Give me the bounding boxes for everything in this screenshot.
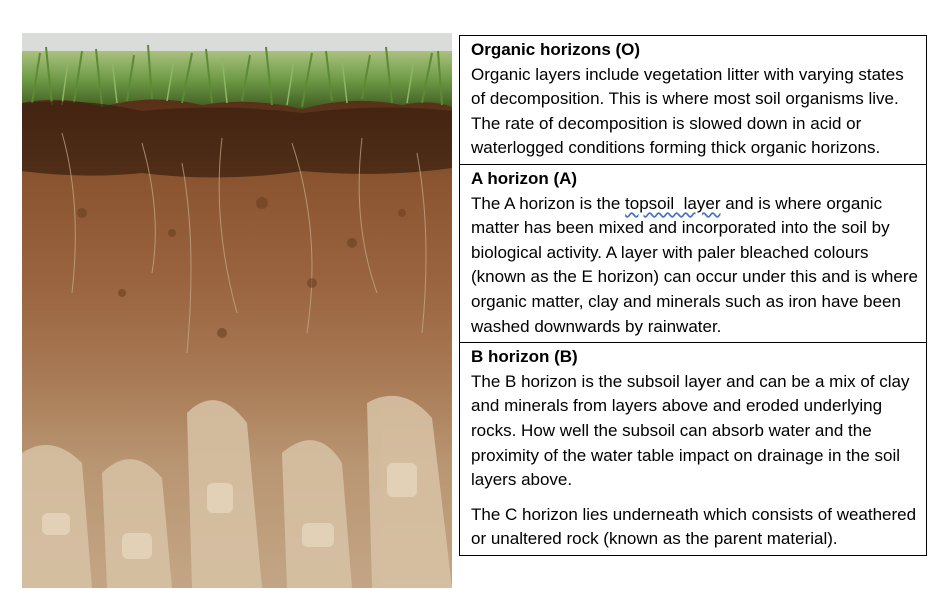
horizon-a-text-end: and is where organic matter has been mixed and incorporated into the soil by biological activity. A layer with paler bleached colours (known as the E horizon) can occur under this and is where organic matter, clay and minerals such as iron have been washed downwards by rainwater. bbox=[471, 193, 918, 336]
horizon-a-cell bbox=[460, 165, 926, 343]
soil-profile-illustration bbox=[22, 33, 452, 588]
horizon-o-description: Organic layers include vegetation litter with varying states of decomposition. This is where most soil organisms live. The rate of decomposition is slowed down in acid or waterlogged conditions forming thick organic horizons. bbox=[471, 64, 904, 158]
soil-horizons-table bbox=[459, 35, 927, 556]
horizon-b-heading: B horizon (B) bbox=[471, 347, 578, 367]
horizon-a-heading: A horizon (A) bbox=[471, 168, 578, 188]
horizon-o-heading: Organic horizons (O) bbox=[471, 40, 641, 59]
horizon-a-text-start: The A horizon is the bbox=[471, 193, 626, 213]
soil-profile-image bbox=[22, 33, 452, 588]
horizon-o-cell bbox=[460, 36, 926, 165]
horizon-b-description: The B horizon is the subsoil layer and can be a mix of clay and minerals from layers above and eroded underlying rocks. How well the subsoil can absorb water and the proximity of the water table impact on drainage in the soil layers above. bbox=[471, 371, 910, 490]
horizon-c-description: The C horizon lies underneath which consists of weathered or unaltered rock (known as the parent material). bbox=[471, 504, 917, 549]
horizon-a-description bbox=[471, 192, 918, 340]
topsoil-layer-term: topsoil layer bbox=[625, 193, 721, 213]
horizon-b-cell bbox=[460, 343, 926, 556]
